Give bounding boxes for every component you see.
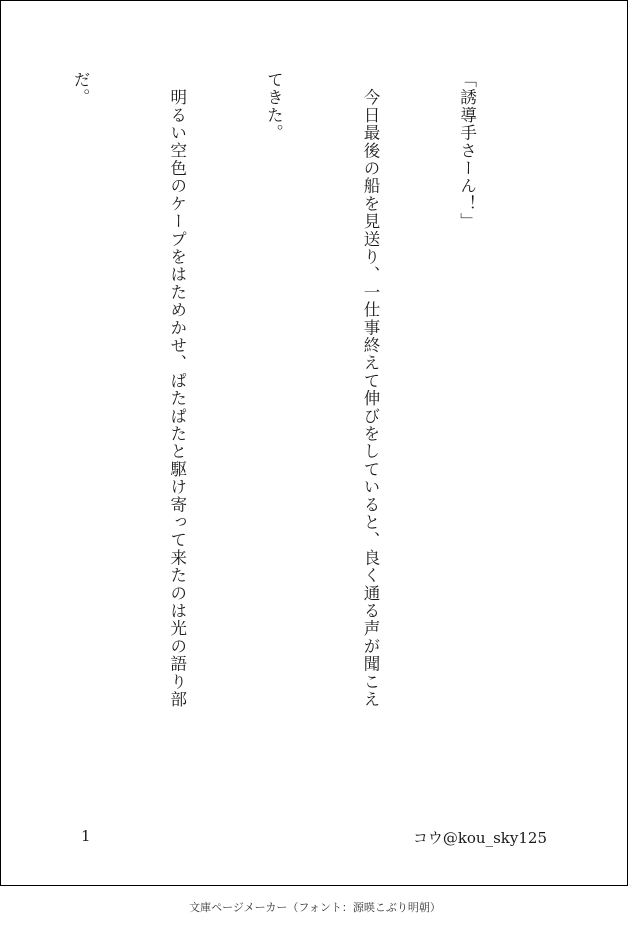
novel-body-text bbox=[71, 71, 547, 791]
body-line: 今日最後の船を見送り、一仕事終えて伸びをしていると、良く通る声が聞こえ bbox=[360, 71, 380, 709]
footer-caption: 文庫ページメーカー（フォント：源暎こぶり明朝） bbox=[189, 901, 441, 914]
page-number: 1 bbox=[81, 827, 91, 845]
body-line: 明るい空色のケープをはためかせ、ぱたぱたと駆け寄って来たのは光の語り部 bbox=[167, 71, 187, 709]
body-line: だ。 bbox=[71, 71, 91, 107]
body-line: 「誘導手さーん！」 bbox=[457, 71, 477, 231]
body-line: てきた。 bbox=[264, 71, 284, 142]
author-credit: コウ@kou_sky125 bbox=[412, 829, 547, 847]
